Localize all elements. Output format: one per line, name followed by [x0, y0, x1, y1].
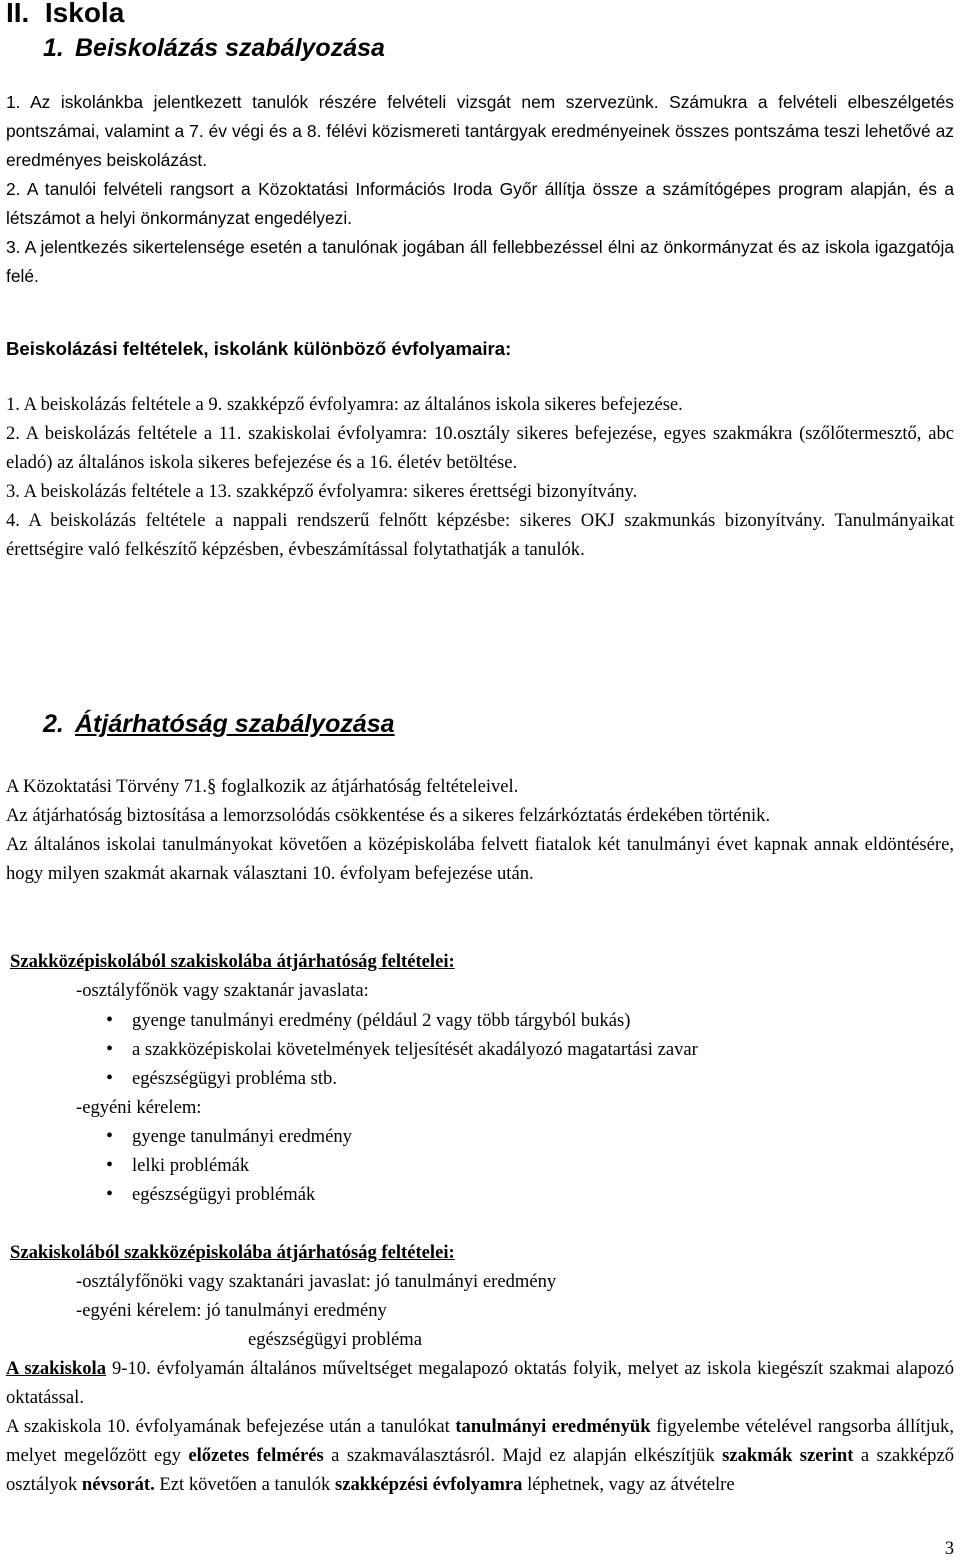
transfer2-title: Szakiskolából szakközépiskolába átjárhatóság feltételei: [10, 1242, 455, 1263]
section2-title: Átjárhatóság szabályozása [75, 710, 395, 738]
section2-closing [6, 1354, 954, 1499]
bullet-icon: • [106, 1038, 114, 1060]
chapter-heading [6, 0, 124, 28]
section2-intro [6, 772, 954, 888]
transfer1-group1-label: -osztályfőnök vagy szaktanár javaslata: [76, 980, 369, 1001]
list-item: • egészségügyi problémák [106, 1180, 315, 1209]
section1-heading [43, 34, 385, 63]
list-item: • a szakközépiskolai követelmények teljesítését akadályozó magatartási zavar [106, 1035, 698, 1064]
s2-paragraph-2: Az átjárhatóság biztosítása a lemorzsolódás csökkentése és a sikeres felzárkóztatás érdekében történik. [6, 805, 771, 826]
transfer1-title: Szakközépiskolából szakiskolába átjárhatóság feltételei: [10, 951, 455, 972]
list-item: • lelki problémák [106, 1151, 249, 1180]
transfer2-line3: egészségügyi probléma [248, 1329, 422, 1350]
section1-title: Beiskolázás szabályozása [75, 34, 385, 62]
condition-3: 3. A beiskolázás feltétele a 13. szakképző évfolyamra: sikeres érettségi bizonyítvány. [6, 481, 638, 502]
section2-heading [43, 710, 395, 739]
section1-number: 1. [43, 34, 64, 62]
bullet-icon: • [106, 1183, 114, 1205]
bullet-icon: • [106, 1125, 114, 1147]
transfer1-group2-label: -egyéni kérelem: [76, 1097, 202, 1118]
s2-paragraph-3: Az általános iskolai tanulmányokat követően a középiskolába felvett fiatalok két tanulmányi évet kapnak annak eldöntésére, hogy milyen szakmát akarnak választani 10. évfolyam befejezése után. [6, 834, 954, 884]
paragraph-2: 2. A tanulói felvételi rangsort a Közoktatási Információs Iroda Győr állítja össze a számítógépes program alapján, és a létszámot a helyi önkormányzat engedélyezi. [6, 179, 954, 228]
szakiskola-lead: A szakiskola [6, 1358, 107, 1379]
bullet-icon: • [106, 1009, 114, 1031]
condition-2: 2. A beiskolázás feltétele a 11. szakiskolai évfolyamra: 10.osztály sikeres befejezése, egyes szakmákra (szőlőtermesztő, abc eladó) az általános iskola sikeres befejezése és a 16. életév betöltése. [6, 423, 954, 473]
section2-number: 2. [43, 710, 64, 738]
page-number: 3 [944, 1538, 954, 1559]
s2-paragraph-1: A Közoktatási Törvény 71.§ foglalkozik az átjárhatóság feltételeivel. [6, 776, 519, 797]
condition-4: 4. A beiskolázás feltétele a nappali rendszerű felnőtt képzésbe: sikeres OKJ szakmunkás bizonyítvány. Tanulmányaikat érettségire való felkészítő képzésben, évbeszámítással folytathatják a tanulók. [6, 510, 954, 560]
chapter-title: Iskola [44, 0, 125, 28]
transfer2-line2: -egyéni kérelem: jó tanulmányi eredmény [76, 1300, 387, 1321]
chapter-number: II. [6, 0, 30, 28]
bullet-icon: • [106, 1154, 114, 1176]
transfer2-line1: -osztályfőnöki vagy szaktanári javaslat: jó tanulmányi eredmény [76, 1271, 557, 1292]
bullet-icon: • [106, 1067, 114, 1089]
list-item: • gyenge tanulmányi eredmény [106, 1122, 352, 1151]
list-item: • gyenge tanulmányi eredmény (például 2 vagy több tárgyból bukás) [106, 1006, 630, 1035]
szakiskola-paragraph: A szakiskola 9-10. évfolyamán általános műveltséget megalapozó oktatás folyik, melyet az iskola kiegészít szakmai alapozó oktatással. [6, 1358, 954, 1408]
paragraph-1: 1. Az iskolánkba jelentkezett tanulók részére felvételi vizsgát nem szervezünk. Számukra a felvételi elbeszélgetés pontszámai, valamint a 7. év végi és a 8. félévi közismereti tantárgyak eredményeinek összes pontszáma teszi lehetővé az eredményes beiskolázást. [6, 92, 954, 170]
ranking-paragraph: A szakiskola 10. évfolyamának befejezése után a tanulókat tanulmányi eredményük figyelembe vételével rangsorba állítjuk, melyet megelőzött egy előzetes felmérés a szakmaválasztásról. Majd ez alapján elkészítjük szakmák szerint a szakképző osztályok névsorát. Ezt követően a tanulók szakképzési évfolyamra léphetnek, vagy az átvételre [6, 1416, 954, 1495]
conditions-title: Beiskolázási feltételek, iskolánk különböző évfolyamaira: [6, 338, 512, 359]
list-item: • egészségügyi probléma stb. [106, 1064, 337, 1093]
paragraph-3: 3. A jelentkezés sikertelensége esetén a tanulónak jogában áll fellebbezéssel élni az önkormányzat és az iskola igazgatója felé. [6, 237, 954, 286]
section1-intro [6, 88, 954, 291]
conditions-list [6, 390, 954, 564]
condition-1: 1. A beiskolázás feltétele a 9. szakképző évfolyamra: az általános iskola sikeres befejezése. [6, 394, 683, 415]
